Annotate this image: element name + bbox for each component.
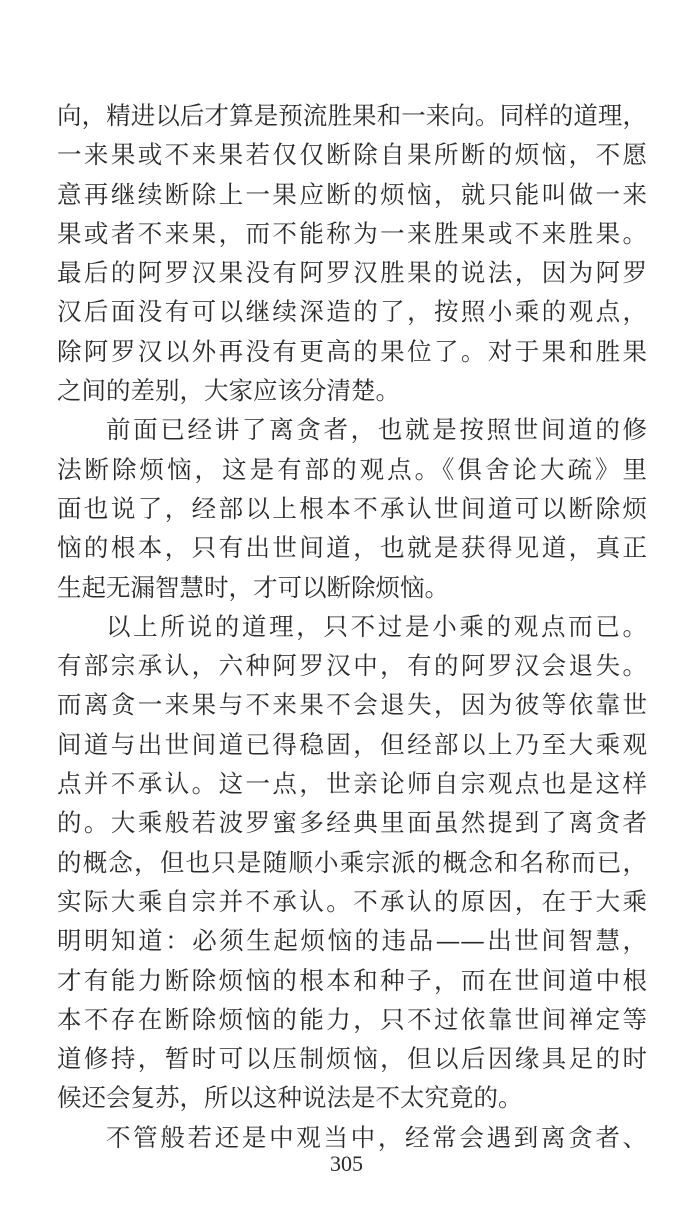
paragraph-2 bbox=[57, 410, 647, 606]
text-line: 的概念，但也只是随顺小乘宗派的概念和名称而已， bbox=[57, 847, 647, 877]
text-line: 恼的根本，只有出世间道，也就是获得见道，真正 bbox=[57, 533, 647, 563]
text-line: 意再继续断除上一果应断的烦恼，就只能叫做一来 bbox=[57, 179, 647, 209]
text-line: 点并不承认。这一点，世亲论师自宗观点也是这样 bbox=[57, 769, 647, 799]
text-line: 间道与出世间道已得稳固，但经部以上乃至大乘观 bbox=[57, 729, 647, 759]
text-line: 明明知道：必须生起烦恼的违品——出世间智慧， bbox=[57, 926, 647, 956]
text-line: 有部宗承认，六种阿罗汉中，有的阿罗汉会退失。 bbox=[57, 651, 647, 681]
text-line: 最后的阿罗汉果没有阿罗汉胜果的说法，因为阿罗 bbox=[57, 258, 647, 288]
paragraph-1 bbox=[57, 96, 647, 410]
text-line: 向，精进以后才算是预流胜果和一来向。同样的道理， bbox=[57, 101, 647, 130]
text-line: 以上所说的道理，只不过是小乘的观点而已。 bbox=[106, 611, 647, 641]
text-line: 法断除烦恼，这是有部的观点。《俱舍论大疏》里 bbox=[57, 454, 647, 484]
text-line: 实际大乘自宗并不承认。不承认的原因，在于大乘 bbox=[57, 886, 647, 916]
text-line: 之间的差别，大家应该分清楚。 bbox=[57, 376, 400, 406]
text-line: 才有能力断除烦恼的根本和种子，而在世间道中根 bbox=[57, 965, 647, 995]
text-line: 一来果或不来果若仅仅断除自果所断的烦恼，不愿 bbox=[57, 140, 647, 170]
text-line: 候还会复苏，所以这种说法是不太究竟的。 bbox=[57, 1083, 523, 1113]
page-number: 305 bbox=[330, 1151, 363, 1176]
text-line: 本不存在断除烦恼的能力，只不过依靠世间禅定等 bbox=[57, 1004, 647, 1034]
text-line: 不管般若还是中观当中，经常会遇到离贪者、 bbox=[106, 1122, 647, 1152]
text-line: 道修持，暂时可以压制烦恼，但以后因缘具足的时 bbox=[57, 1044, 647, 1074]
body-text bbox=[57, 96, 647, 1157]
text-line: 前面已经讲了离贪者，也就是按照世间道的修 bbox=[106, 415, 647, 445]
text-line: 而离贪一来果与不来果不会退失，因为彼等依靠世 bbox=[57, 690, 647, 720]
text-line: 面也说了，经部以上根本不承认世间道可以断除烦 bbox=[57, 493, 647, 523]
text-line: 生起无漏智慧时，才可以断除烦恼。 bbox=[57, 572, 449, 602]
text-line: 除阿罗汉以外再没有更高的果位了。对于果和胜果 bbox=[57, 336, 647, 366]
text-line: 的。大乘般若波罗蜜多经典里面虽然提到了离贪者 bbox=[57, 808, 647, 838]
text-line: 果或者不来果，而不能称为一来胜果或不来胜果。 bbox=[57, 218, 647, 248]
paragraph-3 bbox=[57, 607, 647, 1118]
text-line: 汉后面没有可以继续深造的了，按照小乘的观点， bbox=[57, 297, 647, 327]
